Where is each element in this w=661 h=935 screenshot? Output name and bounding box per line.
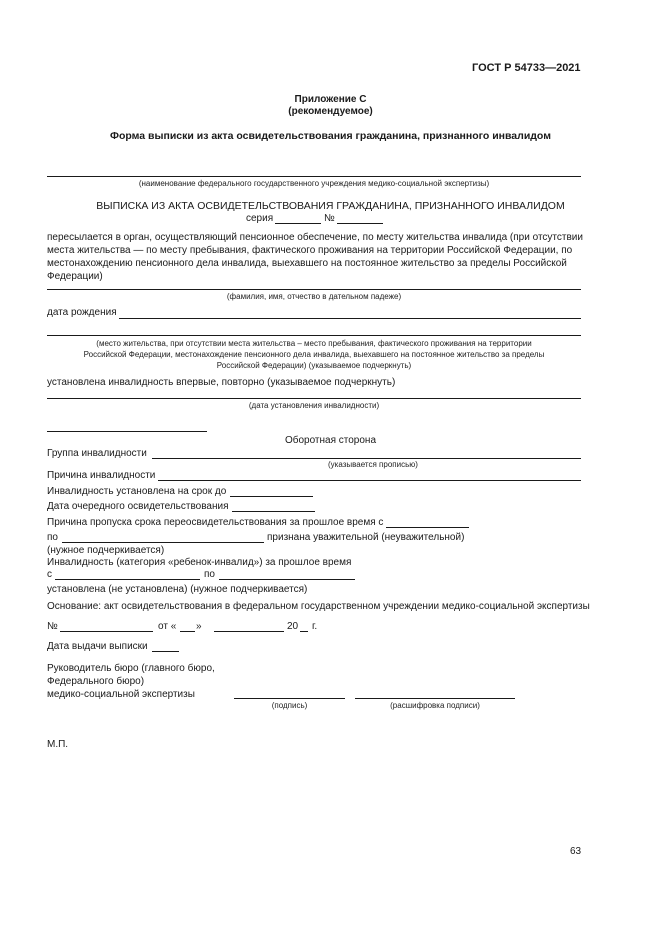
separator-line xyxy=(47,431,207,432)
issue-date-label: Дата выдачи выписки xyxy=(47,641,148,652)
group-label: Группа инвалидности xyxy=(47,448,147,459)
underline-note: (нужное подчеркивается) xyxy=(47,545,165,556)
child-from-field[interactable] xyxy=(55,579,200,580)
missed-to-field[interactable] xyxy=(62,542,264,543)
issue-date-field[interactable] xyxy=(152,651,179,652)
paragraph-line-1: пересылается в орган, осуществляющий пенсионное обеспечение, по месту жительства инвалида (при отсутствии xyxy=(47,232,583,243)
term-field[interactable] xyxy=(230,496,313,497)
disability-established: установлена инвалидность впервые, повторно (указываемое подчеркнуть) xyxy=(47,377,396,388)
missed-reason-label: Причина пропуска срока переосвидетельствования за прошлое время с xyxy=(47,517,384,528)
act-number-label: № xyxy=(47,621,58,632)
birth-field[interactable] xyxy=(119,318,581,319)
appendix-title: Приложение С xyxy=(294,94,367,105)
head-line-1: Руководитель бюро (главного бюро, xyxy=(47,663,215,674)
basis-text: Основание: акт освидетельствования в федеральном государственном учреждении медико-социальной экспертизы xyxy=(47,601,590,612)
birth-label: дата рождения xyxy=(47,307,117,318)
decode-caption: (расшифровка подписи) xyxy=(390,701,480,710)
name-caption: (фамилия, имя, отчество в дательном падеже) xyxy=(226,292,402,301)
act-day-field[interactable] xyxy=(180,631,195,632)
paragraph-line-2: места жительства — по месту пребывания, фактического проживания на территории Российской Федерации, по xyxy=(47,245,573,256)
child-to-label: по xyxy=(204,569,215,580)
child-disability: Инвалидность (категория «ребенок-инвалид») за прошлое время xyxy=(47,557,352,568)
signature-caption: (подпись) xyxy=(271,701,308,710)
form-title: Форма выписки из акта освидетельствования гражданина, признанного инвалидом xyxy=(110,130,551,142)
signature-field[interactable] xyxy=(234,698,345,699)
missed-from-field[interactable] xyxy=(386,527,469,528)
disability-date-field[interactable] xyxy=(47,398,581,399)
paragraph-line-4: Федерации) xyxy=(47,271,103,282)
paragraph-line-3: местонахождению пенсионного дела инвалида, выехавшего на постоянное жительство за пределы Российской xyxy=(47,258,567,269)
reason-label: Причина инвалидности xyxy=(47,470,156,481)
number-field[interactable] xyxy=(337,223,383,224)
decode-field[interactable] xyxy=(355,698,515,699)
reason-field[interactable] xyxy=(158,480,581,481)
act-date-label: от « xyxy=(158,621,177,632)
standard-code: ГОСТ Р 54733—2021 xyxy=(472,62,581,74)
name-field[interactable] xyxy=(47,289,581,290)
residence-caption-1: (место жительства, при отсутствии места жительства – место пребывания, фактического проживания на территории xyxy=(96,339,532,348)
page-number: 63 xyxy=(570,846,582,857)
act-date-quote: » xyxy=(196,621,202,632)
group-caption: (указывается прописью) xyxy=(328,460,418,469)
next-exam-field[interactable] xyxy=(232,511,315,512)
seal-label: М.П. xyxy=(47,739,69,750)
act-number-field[interactable] xyxy=(60,631,153,632)
disability-date-caption: (дата установления инвалидности) xyxy=(248,401,380,410)
series-label: серия xyxy=(246,213,274,224)
residence-caption-3: Российской Федерации) (указываемое подчеркнуть) xyxy=(216,361,412,370)
back-title: Оборотная сторона xyxy=(284,435,377,446)
group-field[interactable] xyxy=(152,458,581,459)
missed-to-label: по xyxy=(47,532,58,543)
residence-caption-2: Российской Федерации, местонахождение пенсионного дела инвалида, выехавшего на постоянное жительство за пределы xyxy=(83,350,545,359)
head-line-2: Федерального бюро) xyxy=(47,676,145,687)
doc-title: ВЫПИСКА ИЗ АКТА ОСВИДЕТЕЛЬСТВОВАНИЯ ГРАЖДАНИНА, ПРИЗНАННОГО ИНВАЛИДОМ xyxy=(96,200,565,212)
residence-field[interactable] xyxy=(47,335,581,336)
head-line-3: медико-социальной экспертизы xyxy=(47,689,195,700)
recognized-text: признана уважительной (неуважительной) xyxy=(267,532,465,543)
series-field[interactable] xyxy=(275,223,321,224)
institution-line xyxy=(47,176,581,177)
number-label: № xyxy=(324,213,335,224)
term-label: Инвалидность установлена на срок до xyxy=(47,486,227,497)
next-exam-label: Дата очередного освидетельствования xyxy=(47,501,229,512)
appendix-note: (рекомендуемое) xyxy=(288,106,373,117)
child-to-field[interactable] xyxy=(219,579,355,580)
act-year-prefix: 20 xyxy=(287,621,299,632)
act-month-field[interactable] xyxy=(214,631,284,632)
child-from-label: с xyxy=(47,569,52,580)
established-or-not: установлена (не установлена) (нужное подчеркивается) xyxy=(47,584,308,595)
institution-caption: (наименование федерального государственного учреждения медико-социальной экспертизы) xyxy=(138,179,490,188)
act-year-field[interactable] xyxy=(300,631,308,632)
act-year-suffix: г. xyxy=(312,621,318,632)
